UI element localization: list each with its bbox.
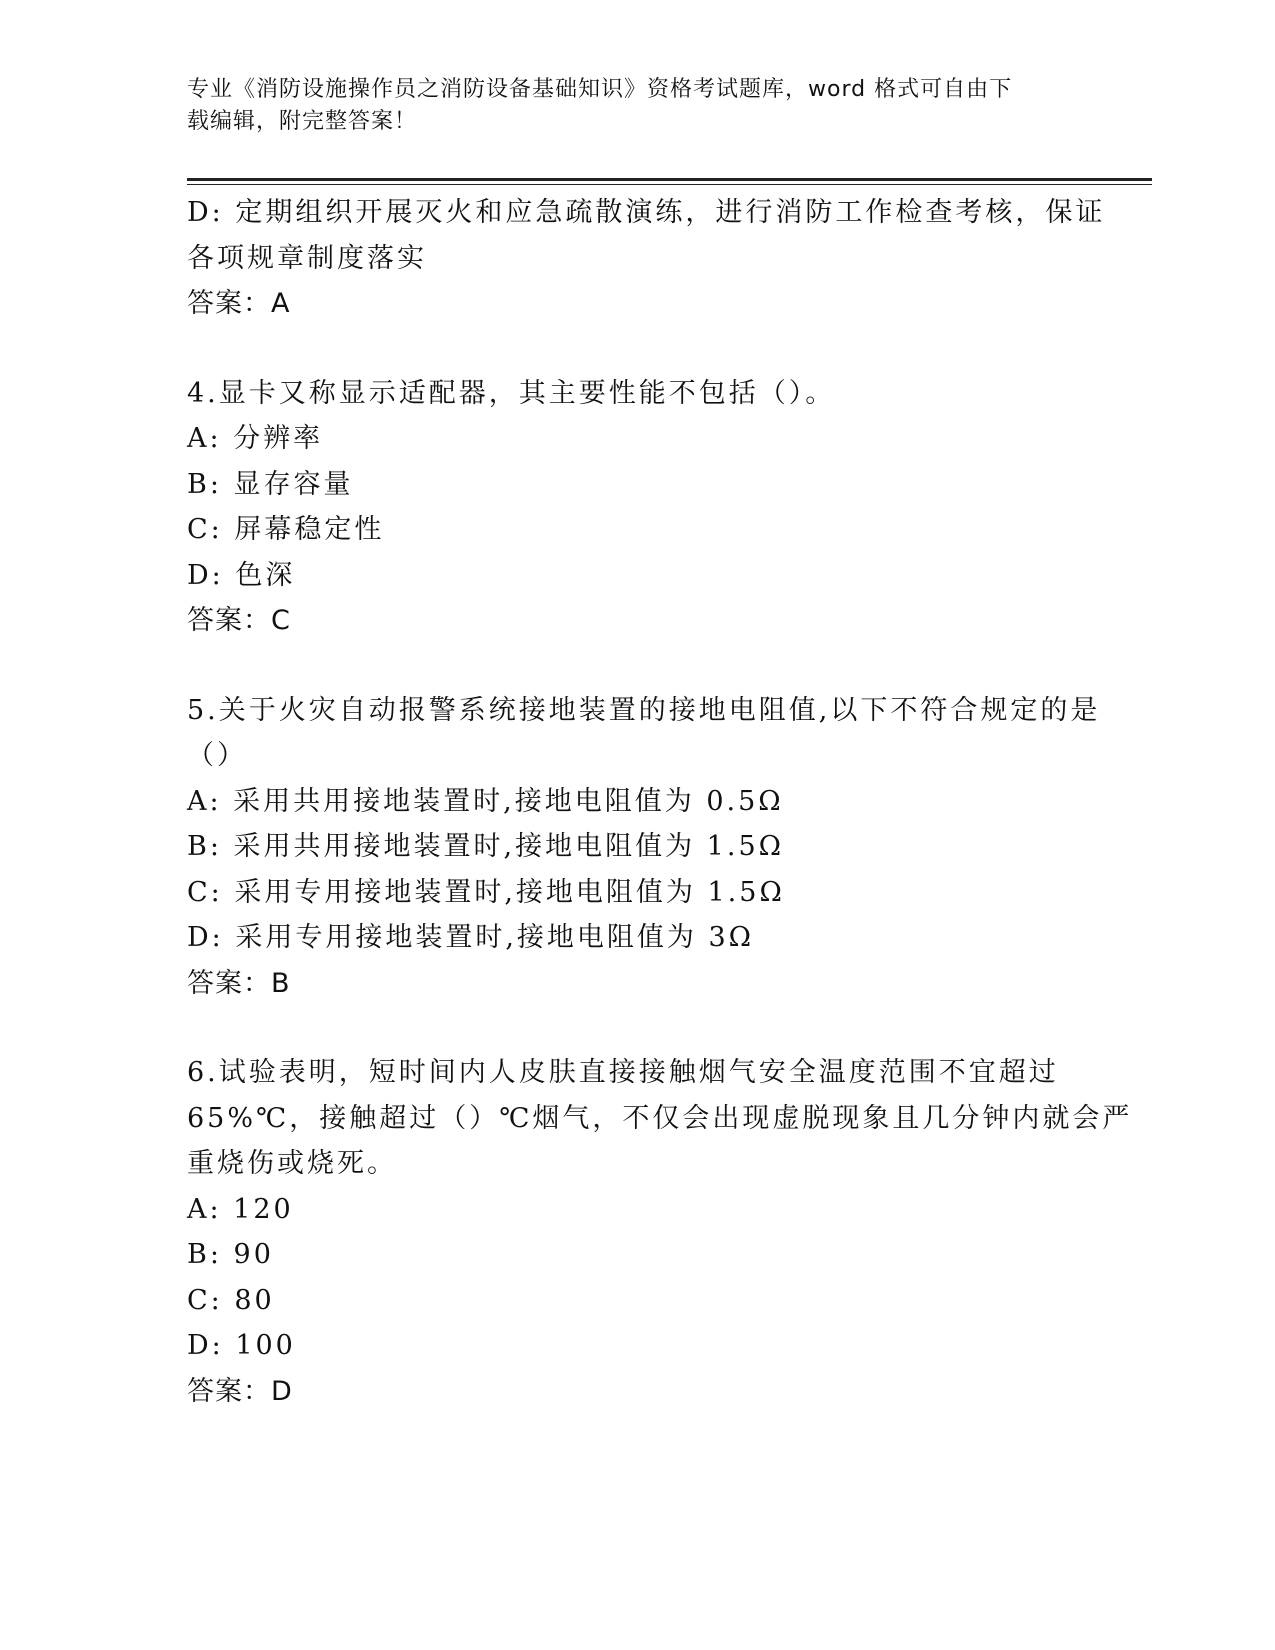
question-4 — [187, 371, 1087, 644]
option-a: A: 分辨率 — [187, 423, 324, 454]
header-line-2: 载编辑，附完整答案！ — [187, 109, 418, 134]
option-d-line-1: D: 定期组织开展灭火和应急疏散演练，进行消防工作检查考核，保证 — [187, 197, 1106, 228]
option-d-line-2: 各项规章制度落实 — [187, 242, 427, 274]
option-d: D: 100 — [187, 1330, 296, 1361]
header-divider-thick — [187, 178, 1152, 181]
question-5 — [187, 688, 1101, 1007]
option-b: B: 90 — [187, 1239, 274, 1270]
header-divider-thin — [187, 184, 1152, 185]
question-stem-line-1: 6.试验表明，短时间内人皮肤直接接触烟气安全温度范围不宜超过 — [187, 1057, 1059, 1088]
question-content — [187, 190, 1133, 1414]
answer: 答案：C — [187, 605, 291, 636]
question-gap — [187, 1006, 1087, 1050]
question-stem-line-2: （） — [187, 740, 247, 771]
option-b: B: 显存容量 — [187, 468, 354, 500]
question-3-tail — [187, 190, 1106, 327]
option-d: D: 色深 — [187, 559, 296, 591]
question-stem-line-2: 65%℃，接触超过（）℃烟气，不仅会出现虚脱现象且几分钟内就会严 — [187, 1102, 1133, 1134]
document-header — [187, 74, 1077, 138]
option-c: C: 屏幕稳定性 — [187, 514, 385, 545]
option-d: D: 采用专用接地装置时,接地电阻值为 3Ω — [187, 922, 755, 953]
option-b: B: 采用共用接地装置时,接地电阻值为 1.5Ω — [187, 831, 785, 862]
question-gap — [187, 327, 1087, 371]
option-c: C: 采用专用接地装置时,接地电阻值为 1.5Ω — [187, 876, 785, 908]
question-stem: 4.显卡又称显示适配器，其主要性能不包括（）。 — [187, 377, 836, 409]
question-stem-line-1: 5.关于火灾自动报警系统接地装置的接地电阻值,以下不符合规定的是 — [187, 694, 1101, 726]
question-gap — [187, 644, 1087, 688]
question-6 — [187, 1050, 1133, 1414]
answer: 答案：B — [187, 967, 291, 999]
question-stem-line-3: 重烧伤或烧死。 — [187, 1148, 397, 1179]
answer: 答案：A — [187, 288, 291, 319]
header-line-1: 专业《消防设施操作员之消防设备基础知识》资格考试题库，word 格式可自由下 — [187, 77, 1013, 102]
answer: 答案：D — [187, 1375, 293, 1407]
option-a: A: 采用共用接地装置时,接地电阻值为 0.5Ω — [187, 785, 784, 817]
option-a: A: 120 — [187, 1193, 294, 1225]
option-c: C: 80 — [187, 1284, 275, 1316]
